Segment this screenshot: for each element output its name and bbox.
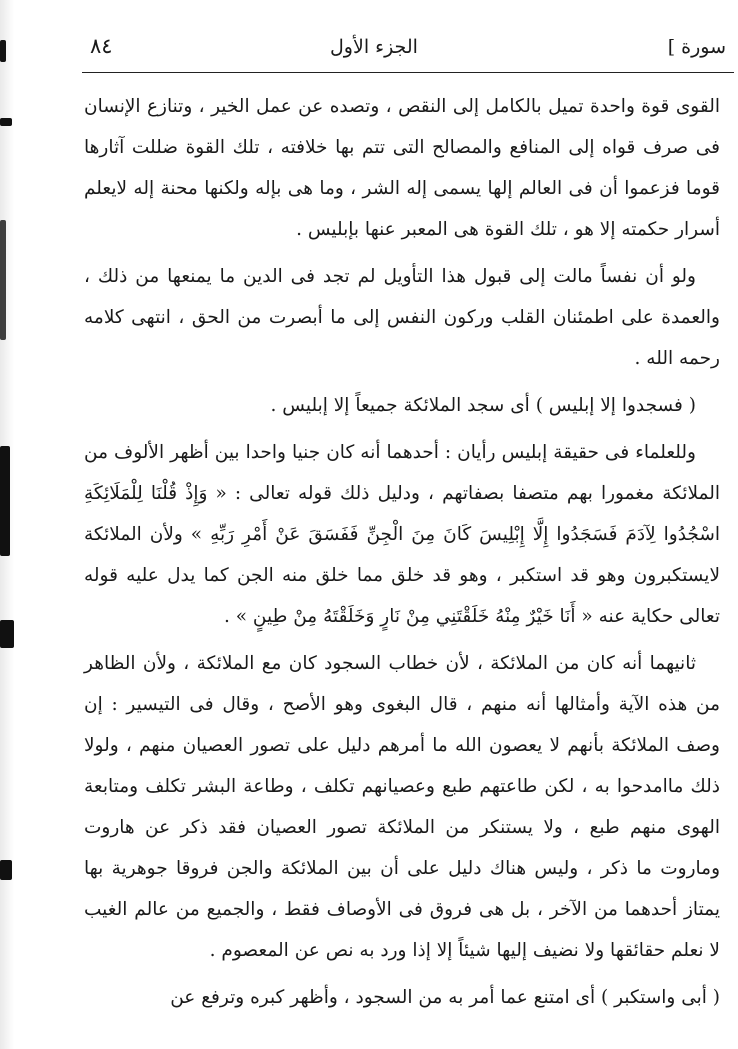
surah-bracket: [	[667, 36, 676, 58]
paragraph: ( فسجدوا إلا إبليس ) أى سجد الملائكة جميعاً إلا إبليس .	[270, 395, 696, 416]
page-body	[84, 86, 720, 1018]
paragraph: وللعلماء فى حقيقة إبليس رأيان : أحدهما أنه كان جنيا واحدا بين أظهر الألوف من الملائكة مغمورا بهم متصفا بصفاتهم ، ودليل ذلك قوله تعالى : « وَإِذْ قُلْنَا لِلْمَلَائِكَةِ اسْجُدُوا لِآدَمَ فَسَجَدُوا إِلَّا إِبْلِيسَ كَانَ مِنَ الْجِنِّ فَفَسَقَ عَنْ أَمْرِ رَبِّهِ » ولأن الملائكة لايستكبرون وهو قد استكبر ، وهو قد خلق مما خلق منه الجن كما يدل عليه قوله تعالى حكاية عنه « أَنَا خَيْرٌ مِنْهُ خَلَقْتَنِي مِنْ نَارٍ وَخَلَقْتَهُ مِنْ طِينٍ » .	[84, 442, 720, 627]
page-number: ٨٤	[90, 34, 113, 58]
page-header	[90, 30, 730, 70]
binding-mark	[0, 40, 6, 62]
surah-label	[668, 36, 726, 58]
paragraph: ولو أن نفساً مالت إلى قبول هذا التأويل لم تجد فى الدين ما يمنعها من ذلك ، والعمدة على اطمئنان القلب وركون النفس إلى ما أبصرت من الحق ، انتهى كلامه رحمه الله .	[84, 266, 720, 369]
binding-mark	[0, 118, 12, 126]
binding-mark	[0, 620, 14, 648]
binding-mark	[0, 860, 12, 880]
paragraph: ( أبى واستكبر ) أى امتنع عما أمر به من السجود ، وأظهر كبره وترفع عن	[170, 987, 720, 1008]
paragraph: القوى قوة واحدة تميل بالكامل إلى النقص ، وتصده عن عمل الخير ، وتنازع الإنسان فى صرف قواه إلى المنافع والمصالح التى تتم بها خلافته ، تلك القوة ضللت آثارها قوما فزعموا أن فى العالم إلها يسمى إله الشر ، وما هى بإله ولكنها محنة إله لايعلم أسرار حكمته إلا هو ، تلك القوة هى المعبر عنها بإبليس .	[84, 96, 720, 240]
header-rule	[82, 72, 734, 73]
part-title: الجزء الأول	[330, 36, 418, 58]
binding-mark	[0, 446, 10, 556]
paragraph: ثانيهما أنه كان من الملائكة ، لأن خطاب السجود كان مع الملائكة ، ولأن الظاهر من هذه الآية وأمثالها أنه منهم ، قال البغوى وهو الأصح ، وقال فى التيسير : إن وصف الملائكة بأنهم لا يعصون الله ما أمرهم دليل على تصور العصيان منهم ، ولولا ذلك ماامدحوا به ، لكن طاعتهم طبع وعصيانهم تكلف ، وطاعة البشر تكلف ومتابعة الهوى منهم طبع ، ولا يستنكر من الملائكة تصور العصيان فقد ذكر عن هاروت وماروت ما ذكر ، وليس هناك دليل على أن بين الملائكة والجن فروقا جوهرية بها يمتاز أحدهما من الآخر ، بل هى فروق فى الأوصاف فقط ، والجميع من عالم الغيب لا نعلم حقائقها ولا نضيف إليها شيئاً إلا إذا ورد به نص عن المعصوم .	[84, 653, 720, 961]
binding-mark	[0, 220, 6, 340]
surah-text: سورة	[681, 36, 726, 58]
